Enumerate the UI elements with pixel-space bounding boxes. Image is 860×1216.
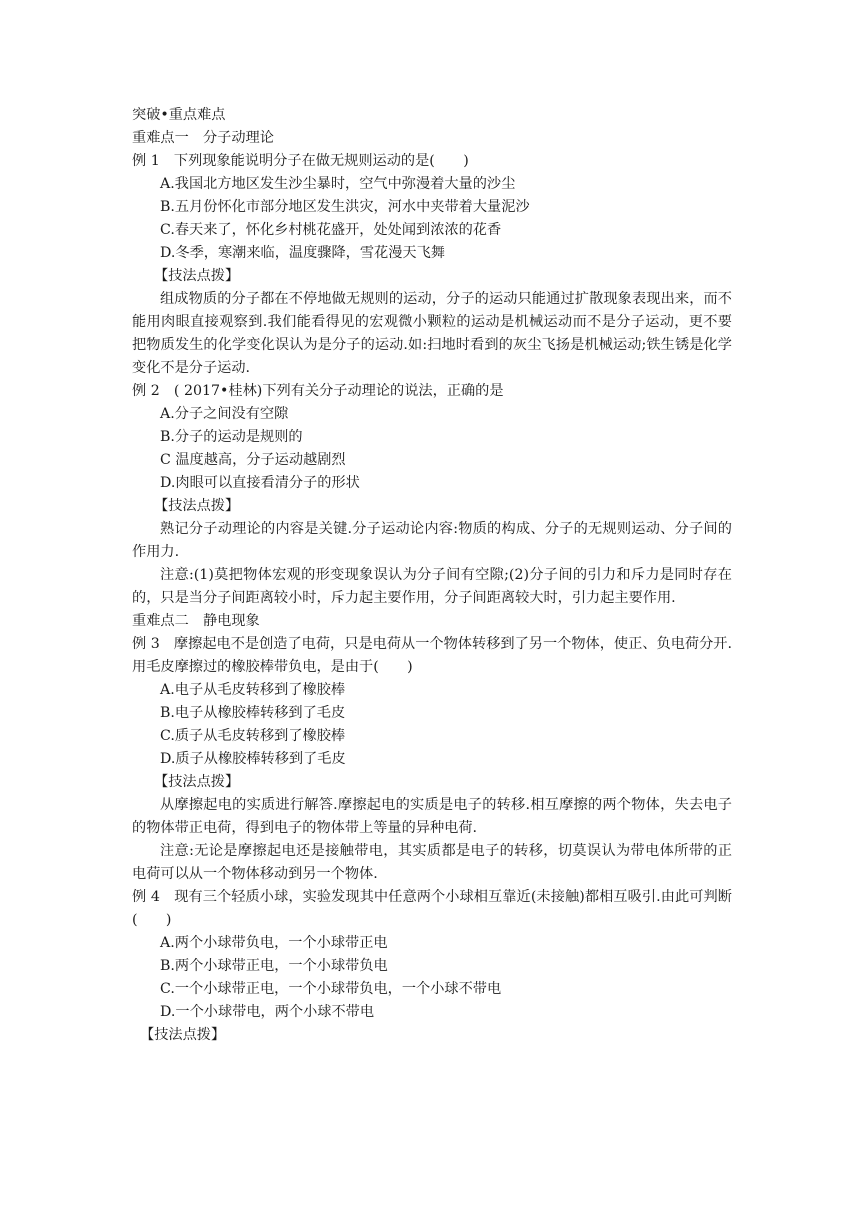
ex2-note-text: 注意:(1)莫把物体宏观的形变现象误认为分子间有空隙;(2)分子间的引力和斥力是同时存在的，只是当分子间距离较小时，斥力起主要作用，分子间距离较大时，引力起主要作用.	[132, 567, 732, 606]
ex1-option-c: C.春天来了，怀化乡村桃花盛开，处处闻到浓浓的花香	[160, 222, 502, 238]
ex3-option-a: A.电子从毛皮转移到了橡胶棒	[160, 682, 346, 698]
section-title: 突破•重点难点	[132, 107, 226, 123]
ex3-option-b: B.电子从橡胶棒转移到了毛皮	[160, 705, 346, 721]
ex1-option-a: A.我国北方地区发生沙尘暴时，空气中弥漫着大量的沙尘	[160, 176, 516, 192]
ex1-option-b: B.五月份怀化市部分地区发生洪灾，河水中夹带着大量泥沙	[160, 199, 530, 215]
ex1-tip-label: 【技法点拨】	[154, 268, 240, 284]
ex4-tip-label: 【技法点拨】	[140, 1027, 226, 1043]
ex3-question: 例 3 摩擦起电不是创造了电荷，只是电荷从一个物体转移到了另一个物体，使正、负电荷分开.用毛皮摩擦过的橡胶棒带负电，是由于( )	[132, 636, 732, 675]
ex1-tip-text: 组成物质的分子都在不停地做无规则的运动，分子的运动只能通过扩散现象表现出来，而不能用肉眼直接观察到.我们能看得见的宏观微小颗粒的运动是机械运动而不是分子运动，更不要把物质发生的化学变化误认为是分子的运动.如:扫地时看到的灰尘飞扬是机械运动;铁生锈是化学变化不是分子运动.	[132, 291, 732, 376]
ex4-question: 例 4 现有三个轻质小球，实验发现其中任意两个小球相互靠近(未接触)都相互吸引.由此可判断( )	[132, 889, 732, 928]
ex4-option-c: C.一个小球带正电，一个小球带负电，一个小球不带电	[160, 981, 502, 997]
ex3-note-text: 注意:无论是摩擦起电还是接触带电，其实质都是电子的转移，切莫误认为带电体所带的正电荷可以从一个物体移动到另一个物体.	[132, 843, 732, 882]
ex2-tip-label: 【技法点拨】	[154, 498, 240, 514]
ex1-option-d: D.冬季，寒潮来临，温度骤降，雪花漫天飞舞	[160, 245, 445, 261]
ex1-question: 例 1 下列现象能说明分子在做无规则运动的是( )	[132, 153, 469, 169]
document-content	[132, 104, 732, 1047]
ex3-tip-label: 【技法点拨】	[154, 774, 240, 790]
ex3-option-c: C.质子从毛皮转移到了橡胶棒	[160, 728, 346, 744]
ex3-option-d: D.质子从橡胶棒转移到了毛皮	[160, 751, 346, 767]
ex4-option-d: D.一个小球带电，两个小球不带电	[160, 1004, 375, 1020]
ex2-option-b: B.分子的运动是规则的	[160, 429, 303, 445]
ex2-option-d: D.肉眼可以直接看清分子的形状	[160, 475, 360, 491]
ex2-option-a: A.分子之间没有空隙	[160, 406, 289, 422]
ex3-tip-text: 从摩擦起电的实质进行解答.摩擦起电的实质是电子的转移.相互摩擦的两个物体，失去电子的物体带正电荷，得到电子的物体带上等量的异种电荷.	[132, 797, 732, 836]
point1-heading: 重难点一 分子动理论	[132, 130, 274, 146]
ex2-option-c: C 温度越高，分子运动越剧烈	[160, 452, 346, 468]
point2-heading: 重难点二 静电现象	[132, 613, 260, 629]
ex4-option-a: A.两个小球带负电，一个小球带正电	[160, 935, 388, 951]
ex2-question: 例 2 ( 2017•桂林)下列有关分子动理论的说法，正确的是	[132, 383, 504, 399]
ex2-tip-text: 熟记分子动理论的内容是关键.分子运动论内容:物质的构成、分子的无规则运动、分子间的作用力.	[132, 521, 732, 560]
ex4-option-b: B.两个小球带正电，一个小球带负电	[160, 958, 388, 974]
